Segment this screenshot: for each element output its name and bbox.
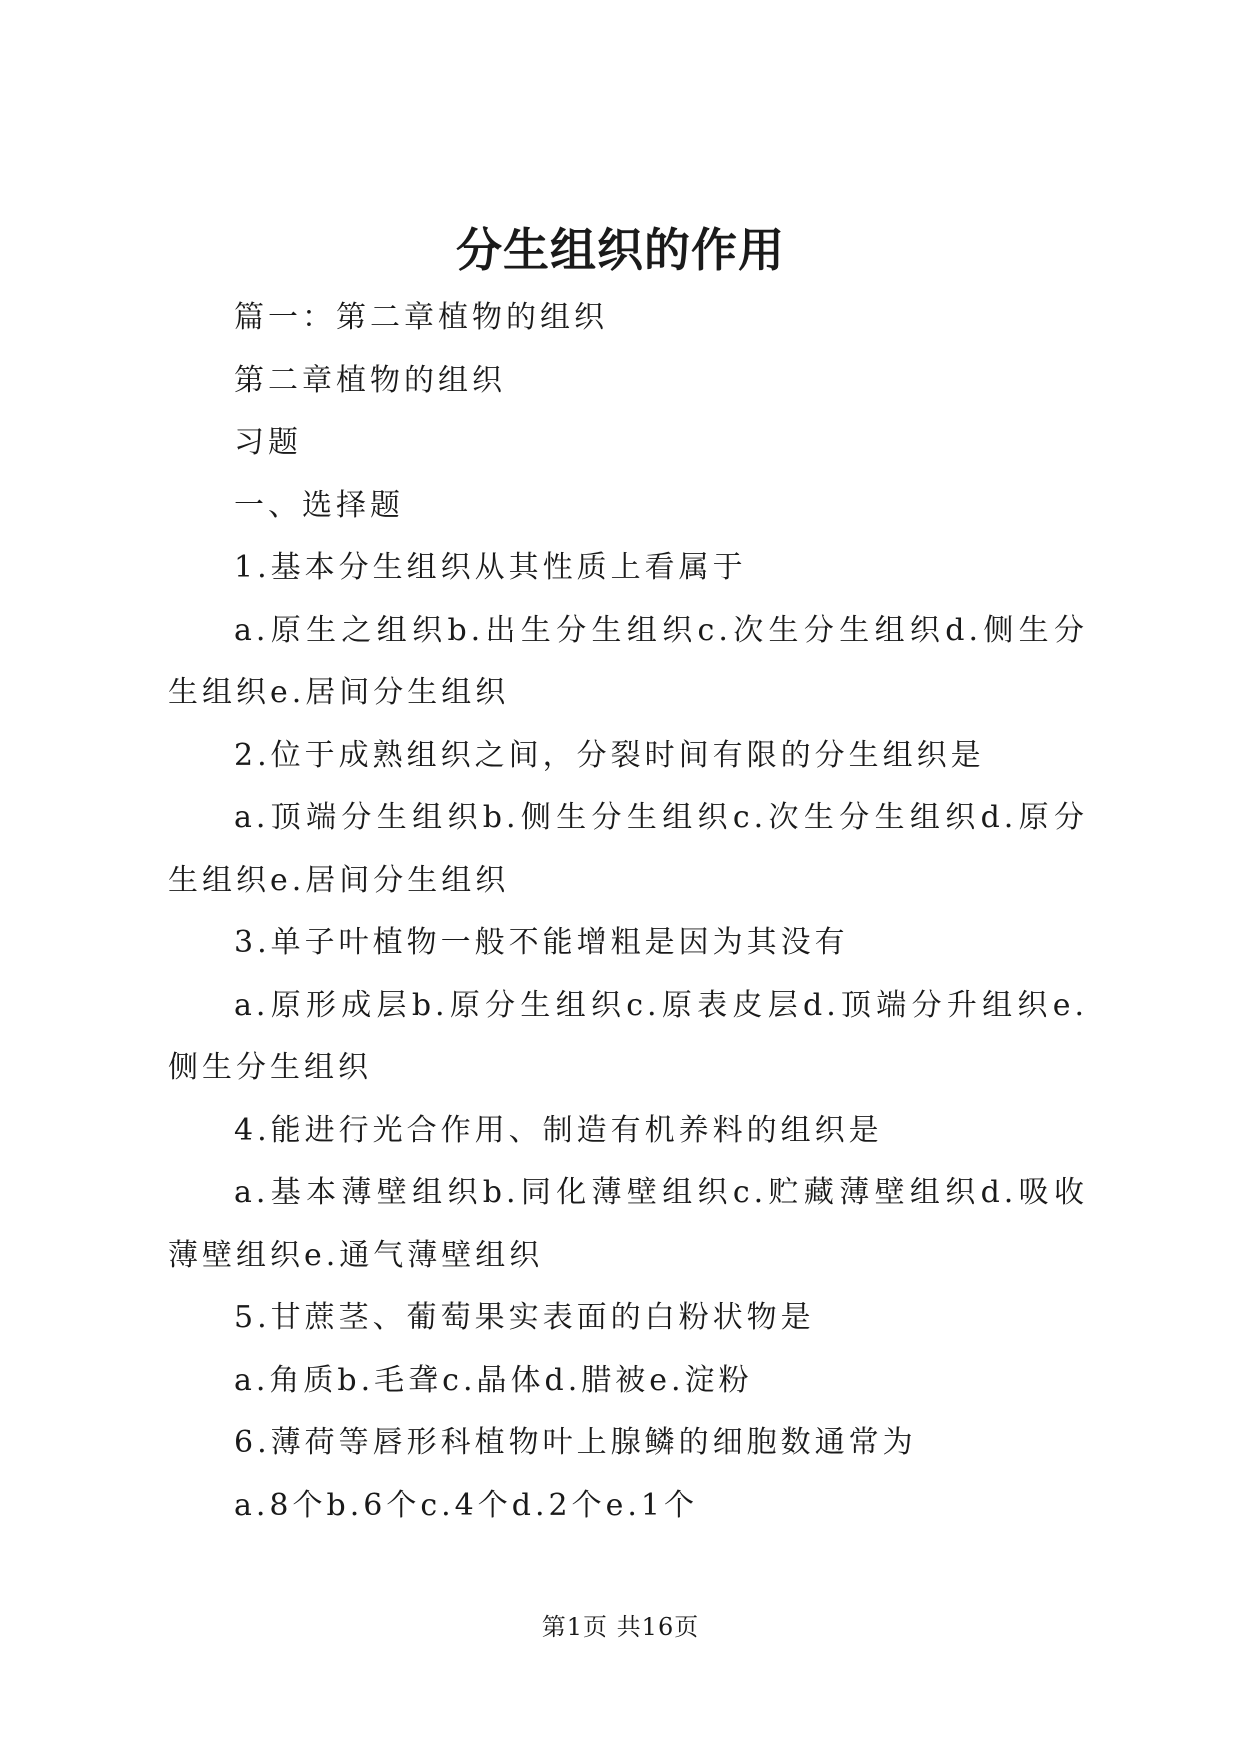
question-5: 5.甘蔗茎、葡萄果实表面的白粉状物是	[234, 1300, 815, 1335]
question-type-heading: 一、选择题	[234, 487, 404, 523]
question-1: 1.基本分生组织从其性质上看属于	[234, 550, 747, 585]
question-1-options: a.原生之组织b.出生分生组织c.次生分生组织d.侧生分生组织e.居间分生组织	[168, 612, 1088, 710]
chapter-heading: 第二章植物的组织	[234, 362, 506, 398]
document-title: 分生组织的作用	[456, 223, 785, 277]
question-4-options: a.基本薄壁组织b.同化薄壁组织c.贮藏薄壁组织d.吸收薄壁组织e.通气薄壁组织	[168, 1175, 1088, 1273]
question-6: 6.薄荷等唇形科植物叶上腺鳞的细胞数通常为	[234, 1425, 917, 1460]
question-3-options: a.原形成层b.原分生组织c.原表皮层d.顶端分升组织e.侧生分生组织	[168, 987, 1088, 1085]
page-number-footer: 第1页 共16页	[541, 1613, 700, 1641]
question-4: 4.能进行光合作用、制造有机养料的组织是	[234, 1112, 883, 1148]
question-2: 2.位于成熟组织之间，分裂时间有限的分生组织是	[234, 737, 985, 773]
exercise-heading: 习题	[234, 425, 302, 460]
question-3: 3.单子叶植物一般不能增粗是因为其没有	[234, 925, 849, 960]
section-heading: 篇一：第二章植物的组织	[234, 300, 608, 335]
question-2-options: a.顶端分生组织b.侧生分生组织c.次生分生组织d.原分生组织e.居间分生组织	[168, 800, 1088, 898]
question-6-options: a.8个b.6个c.4个d.2个e.1个	[234, 1487, 698, 1523]
document-body	[168, 287, 1088, 1537]
question-5-options: a.角质b.毛聋c.晶体d.腊被e.淀粉	[234, 1362, 753, 1398]
